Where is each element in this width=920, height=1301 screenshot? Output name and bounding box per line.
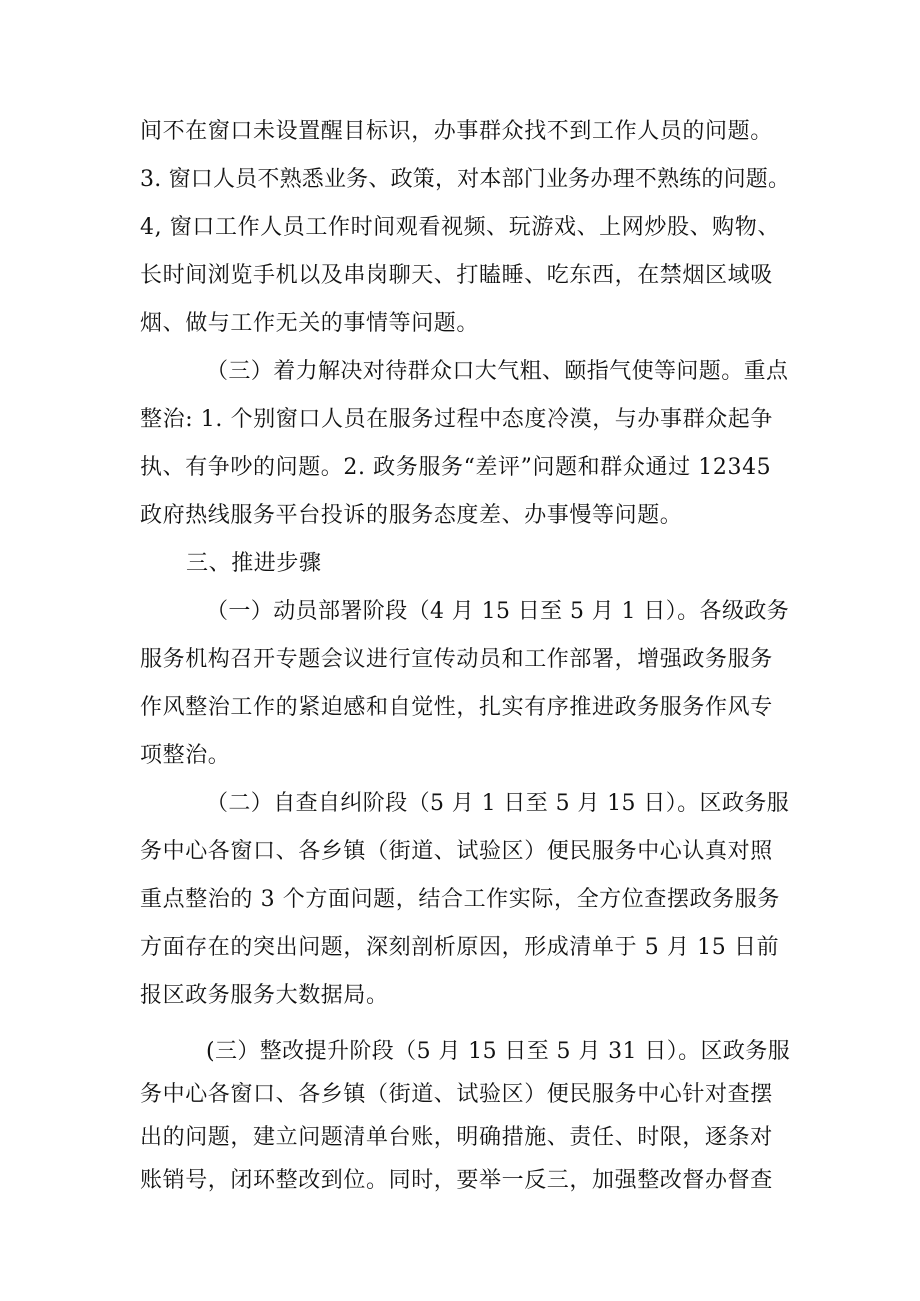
paragraph-window-issues: [140, 108, 790, 348]
text-line: （一）动员部署阶段（4 月 15 日至 5 月 1 日）。各级政务: [206, 599, 790, 624]
paragraph-rectification-stage: [140, 1030, 790, 1202]
text-line: 3. 窗口人员不熟悉业务、政策，对本部门业务办理不熟练的问题。: [140, 167, 791, 192]
text-line: (三）整改提升阶段（5 月 15 日至 5 月 31 日）。区政务服: [206, 1039, 791, 1064]
text-line: 报区政务服务大数据局。: [140, 983, 389, 1008]
text-line: 烟、做与工作无关的事情等问题。: [140, 311, 480, 336]
text-line: （三）着力解决对待群众口大气粗、颐指气使等问题。重点: [206, 359, 789, 384]
text-line: （二）自查自纠阶段（5 月 1 日至 5 月 15 日）。区政务服: [206, 791, 790, 816]
text-line: 务中心各窗口、各乡镇（街道、试验区）便民服务中心针对查摆: [140, 1082, 773, 1107]
text-line: 执、有争吵的问题。2. 政务服务“差评”问题和群众通过 12345: [140, 455, 772, 480]
section-heading: [140, 540, 790, 588]
paragraph-attitude-issues: [140, 348, 790, 540]
text-line: 整治: 1. 个别窗口人员在服务过程中态度冷漠，与办事群众起争: [140, 407, 773, 432]
text-line: 长时间浏览手机以及串岗聊天、打瞌睡、吃东西，在禁烟区域吸: [140, 263, 773, 288]
text-line: 方面存在的突出问题，深刻剖析原因，形成清单于 5 月 15 日前: [140, 935, 780, 960]
text-line: 政府热线服务平台投诉的服务态度差、办事慢等问题。: [140, 503, 683, 528]
text-line: 4, 窗口工作人员工作时间观看视频、玩游戏、上网炒股、购物、: [140, 215, 780, 240]
text-line: 账销号，闭环整改到位。同时，要举一反三，加强整改督办督查: [140, 1168, 773, 1193]
heading-advance-steps: 三、推进步骤: [186, 551, 322, 576]
text-line: 间不在窗口未设置醒目标识，办事群众找不到工作人员的问题。: [140, 119, 773, 144]
paragraph-mobilization-stage: [140, 588, 790, 780]
text-line: 作风整治工作的紧迫感和自觉性，扎实有序推进政务服务作风专: [140, 695, 773, 720]
text-line: 项整治。: [140, 743, 231, 768]
text-line: 重点整治的 3 个方面问题，结合工作实际，全方位查摆政务服务: [140, 887, 780, 912]
text-line: 服务机构召开专题会议进行宣传动员和工作部署，增强政务服务: [140, 647, 773, 672]
text-line: 务中心各窗口、各乡镇（街道、试验区）便民服务中心认真对照: [140, 839, 773, 864]
text-line: 出的问题，建立问题清单台账，明确措施、责任、时限，逐条对: [140, 1125, 773, 1150]
paragraph-self-check-stage: [140, 780, 790, 1020]
